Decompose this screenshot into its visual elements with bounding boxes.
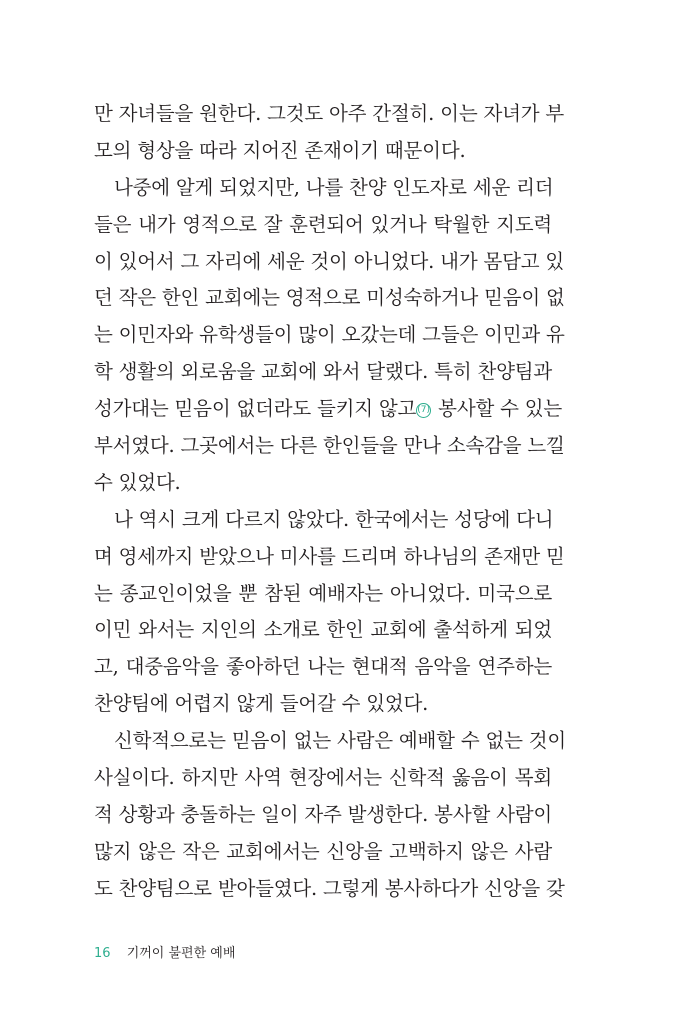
- text-line: 이민 와서는 지인의 소개로 한인 교회에 출석하게 되었: [94, 618, 552, 642]
- page-footer: [94, 942, 235, 961]
- text-line: 는 이민자와 유학생들이 많이 오갔는데 그들은 이민과 유: [94, 323, 565, 347]
- text-line: 는 종교인이었을 뿐 참된 예배자는 아니었다. 미국으로: [94, 581, 552, 605]
- text-line: 수 있었다.: [94, 470, 181, 494]
- footnote-number: 7: [420, 405, 427, 416]
- text-segment: 봉사할 수 있는: [432, 397, 563, 421]
- running-title: 기꺼이 불편한 예배: [126, 946, 236, 961]
- text-line: 적 상황과 충돌하는 일이 자주 발생한다. 봉사할 사람이: [94, 802, 553, 826]
- text-line: 나중에 알게 되었지만, 나를 찬양 인도자로 세운 리더: [114, 175, 554, 199]
- text-line: 고, 대중음악을 좋아하던 나는 현대적 음악을 연주하는: [94, 655, 552, 679]
- text-line: 부서였다. 그곳에서는 다른 한인들을 만나 소속감을 느낄: [94, 434, 565, 458]
- page-number: 16: [94, 946, 111, 961]
- text-line: 던 작은 한인 교회에는 영적으로 미성숙하거나 믿음이 없: [94, 286, 565, 310]
- text-line: 모의 형상을 따라 지어진 존재이기 때문이다.: [94, 138, 466, 162]
- text-line: 이 있어서 그 자리에 세운 것이 아니었다. 내가 몸담고 있: [94, 249, 564, 273]
- text-line: 나 역시 크게 다르지 않았다. 한국에서는 성당에 다니: [114, 507, 554, 531]
- text-line: 신학적으로는 믿음이 없는 사람은 예배할 수 없는 것이: [114, 729, 567, 753]
- body-text: [94, 96, 567, 908]
- text-line: 들은 내가 영적으로 잘 훈련되어 있거나 탁월한 지도력: [94, 212, 552, 236]
- footnote-marker[interactable]: (7): [416, 403, 431, 418]
- text-line: 만 자녀들을 원한다. 그것도 아주 간절히. 이는 자녀가 부: [94, 102, 564, 125]
- text-line: 사실이다. 하지만 사역 현장에서는 신학적 옳음이 목회: [94, 766, 552, 790]
- text-line-with-footnote: [94, 391, 563, 428]
- text-segment: 성가대는 믿음이 없더라도 들키지 않고: [94, 397, 417, 421]
- text-line: 찬양팀에 어렵지 않게 들어갈 수 있었다.: [94, 692, 429, 716]
- text-line: 학 생활의 외로움을 교회에 와서 달랬다. 특히 찬양팀과: [94, 360, 553, 384]
- text-line: 며 영세까지 받았으나 미사를 드리며 하나님의 존재만 믿: [94, 544, 565, 568]
- text-line: 도 찬양팀으로 받아들였다. 그렇게 봉사하다가 신앙을 갖: [94, 876, 565, 900]
- text-line: 많지 않은 작은 교회에서는 신앙을 고백하지 않은 사람: [94, 839, 552, 863]
